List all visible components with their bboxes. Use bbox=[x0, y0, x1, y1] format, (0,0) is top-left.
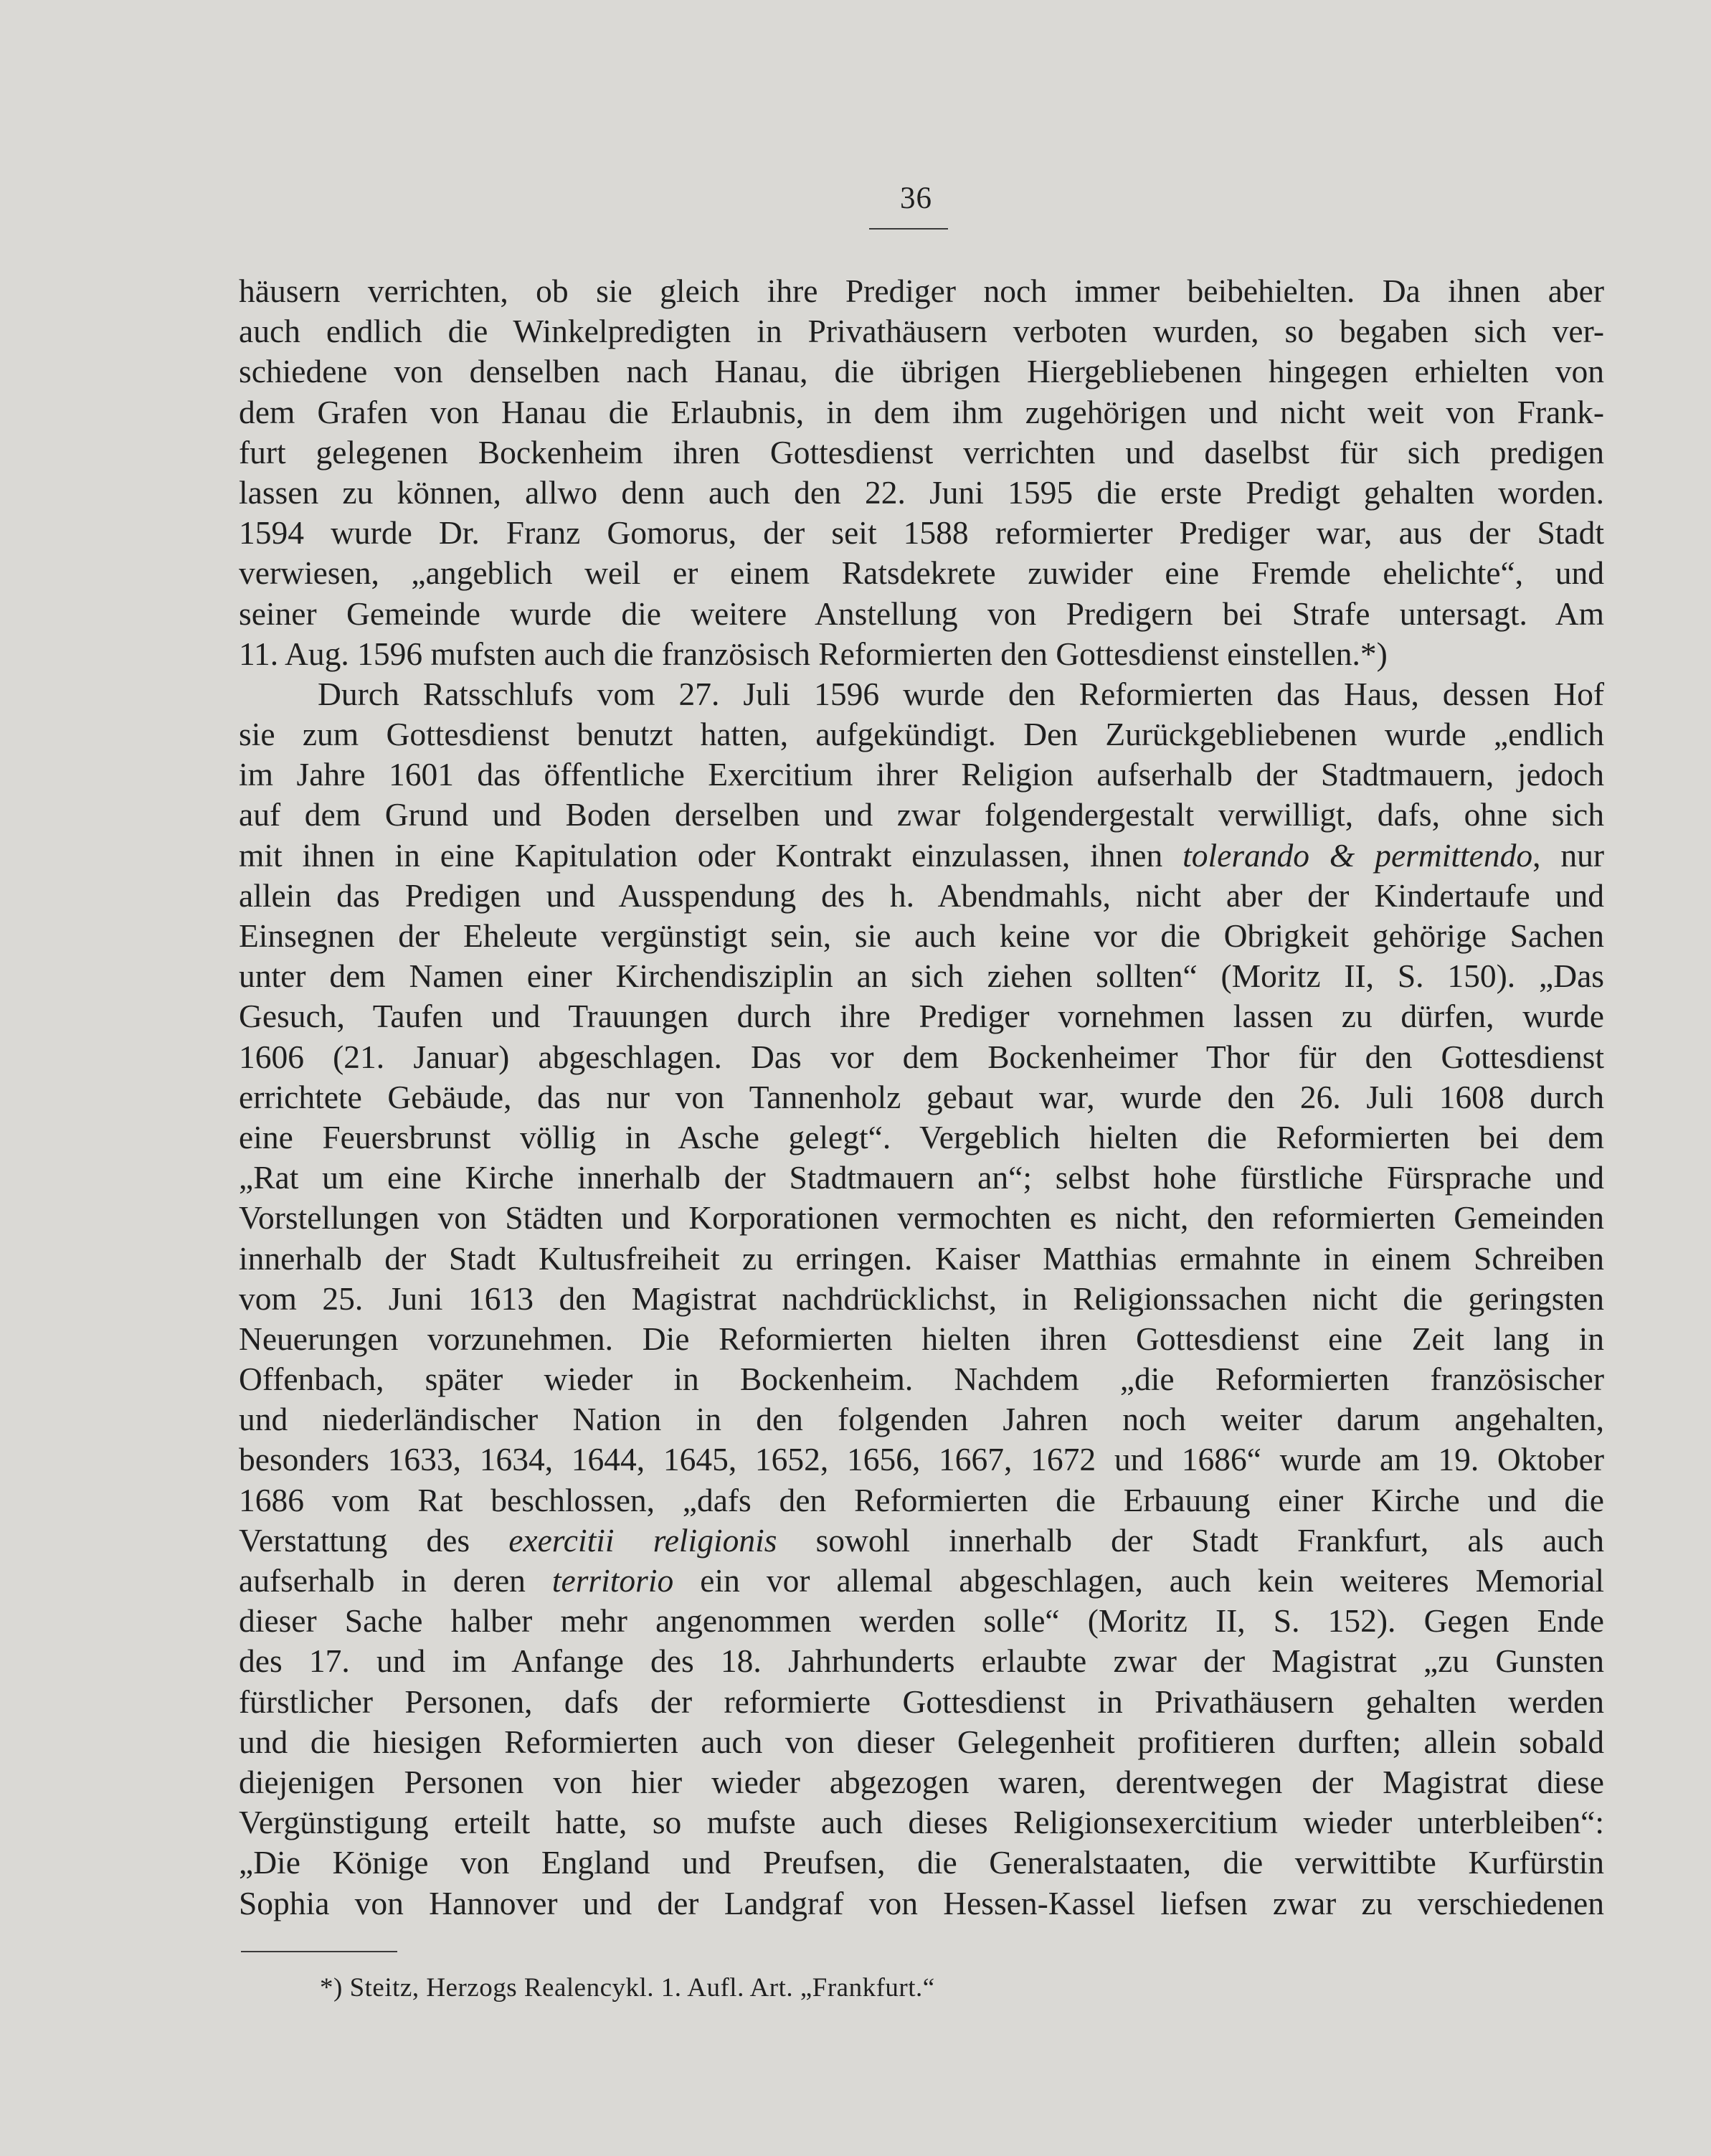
text-run: eine Feuersbrunst völlig in Asche gelegt“. Vergeblich hielten die Reformierten bei dem bbox=[239, 1118, 1604, 1155]
text-run: besonders 1633, 1634, 1644, 1645, 1652, 1656, 1667, 1672 und 1686“ wurde am 19. Oktober bbox=[239, 1441, 1604, 1478]
text-run: sie zum Gottesdienst benutzt hatten, aufgekündigt. Den Zurückgebliebenen wurde „endlich bbox=[239, 716, 1604, 753]
text-run: seiner Gemeinde wurde die weitere Anstellung von Predigern bei Strafe untersagt. Am bbox=[239, 595, 1604, 632]
text-line bbox=[239, 836, 1604, 876]
text-run: fürstlicher Personen, dafs der reformierte Gottesdienst in Privathäusern gehalten werden bbox=[239, 1683, 1604, 1720]
text-run: innerhalb der Stadt Kultusfreiheit zu erringen. Kaiser Matthias ermahnte in einem Schreiben bbox=[239, 1239, 1604, 1277]
text-run: Einsegnen der Eheleute vergünstigt sein, sie auch keine vor die Obrigkeit gehörige Sachen bbox=[239, 917, 1604, 954]
text-line bbox=[239, 1158, 1604, 1198]
text-line bbox=[239, 1198, 1604, 1238]
page-number: 36 bbox=[900, 181, 932, 215]
text-run: , nur bbox=[1532, 836, 1604, 874]
text-run: und die hiesigen Reformierten auch von dieser Gelegenheit profitieren durften; allein sobald bbox=[239, 1723, 1604, 1760]
italic-phrase: tolerando & permittendo bbox=[1182, 836, 1533, 874]
text-line bbox=[239, 594, 1604, 634]
text-run: „Die Könige von England und Preufsen, die Generalstaaten, die verwittibte Kurfürstin bbox=[239, 1844, 1604, 1881]
text-run: schiedene von denselben nach Hanau, die übrigen Hiergebliebenen hingegen erhielten von bbox=[239, 353, 1604, 390]
text-run: aufserhalb in deren bbox=[239, 1562, 552, 1599]
text-line bbox=[239, 311, 1604, 351]
text-line bbox=[239, 553, 1604, 593]
text-line bbox=[239, 1762, 1604, 1802]
text-line bbox=[239, 714, 1604, 755]
text-run: dieser Sache halber mehr angenommen werden solle“ (Moritz II, S. 152). Gegen Ende bbox=[239, 1602, 1604, 1640]
text-run: häusern verrichten, ob sie gleich ihre Prediger noch immer beibehielten. Da ihnen aber bbox=[239, 273, 1604, 309]
text-run: im Jahre 1601 das öffentliche Exercitium ihrer Religion aufserhalb der Stadtmauern, jedoch bbox=[239, 756, 1604, 793]
text-line bbox=[239, 1117, 1604, 1158]
text-line bbox=[239, 1883, 1604, 1924]
text-line bbox=[239, 956, 1604, 996]
text-line bbox=[239, 1439, 1604, 1480]
text-run: 11. Aug. 1596 mufsten auch die französisch Reformierten den Gottesdienst einstellen.*) bbox=[239, 635, 1388, 672]
text-run: allein das Predigen und Ausspendung des h. Abendmahls, nicht aber der Kindertaufe und bbox=[239, 876, 1604, 914]
text-run: und niederländischer Nation in den folgenden Jahren noch weiter darum angehalten, bbox=[239, 1401, 1604, 1438]
page-number-rule bbox=[869, 228, 948, 230]
text-line bbox=[239, 1077, 1604, 1117]
text-line bbox=[239, 1521, 1604, 1561]
text-line bbox=[239, 996, 1604, 1036]
text-run: auch endlich die Winkelpredigten in Privathäusern verboten wurden, so begaben sich ver- bbox=[239, 313, 1604, 350]
text-line bbox=[239, 513, 1604, 553]
text-line bbox=[239, 392, 1604, 432]
text-line bbox=[239, 1802, 1604, 1843]
text-run: verwiesen, „angeblich weil er einem Ratsdekrete zuwider eine Fremde ehelichte“, und bbox=[239, 554, 1604, 592]
text-line bbox=[239, 1480, 1604, 1521]
text-line bbox=[239, 634, 1604, 674]
text-line bbox=[239, 1239, 1604, 1279]
text-run: Vergünstigung erteilt hatte, so mufste auch dieses Religionsexercitium wieder unterbleiben“: bbox=[239, 1804, 1604, 1841]
text-line bbox=[239, 1279, 1604, 1319]
body-text bbox=[239, 271, 1604, 1924]
text-run: furt gelegenen Bockenheim ihren Gottesdienst verrichten und daselbst für sich predigen bbox=[239, 433, 1604, 471]
text-run: des 17. und im Anfange des 18. Jahrhunderts erlaubte zwar der Magistrat „zu Gunsten bbox=[239, 1642, 1604, 1680]
text-run: Gesuch, Taufen und Trauungen durch ihre Prediger vornehmen lassen zu dürfen, wurde bbox=[239, 998, 1604, 1035]
text-line bbox=[239, 1359, 1604, 1399]
text-run: unter dem Namen einer Kirchendisziplin an sich ziehen sollten“ (Moritz II, S. 150). „Das bbox=[239, 958, 1604, 995]
footnote-rule bbox=[241, 1951, 397, 1952]
text-run: „Rat um eine Kirche innerhalb der Stadtmauern an“; selbst hohe fürstliche Fürsprache und bbox=[239, 1159, 1604, 1196]
text-run: Neuerungen vorzunehmen. Die Reformierten hielten ihren Gottesdienst eine Zeit lang in bbox=[239, 1320, 1604, 1357]
text-line bbox=[239, 1682, 1604, 1722]
text-line bbox=[239, 473, 1604, 513]
text-line bbox=[239, 916, 1604, 956]
text-line bbox=[239, 755, 1604, 795]
text-run: dem Grafen von Hanau die Erlaubnis, in dem ihm zugehörigen und nicht weit von Frank- bbox=[239, 393, 1604, 430]
text-run: vom 25. Juni 1613 den Magistrat nachdrücklichst, in Religionssachen nicht die geringsten bbox=[239, 1280, 1604, 1317]
text-line bbox=[239, 1843, 1604, 1883]
text-line bbox=[239, 351, 1604, 392]
text-run: errichtete Gebäude, das nur von Tannenholz gebaut war, wurde den 26. Juli 1608 durch bbox=[239, 1078, 1604, 1115]
text-run: ein vor allemal abgeschlagen, auch kein weiteres Memorial bbox=[673, 1562, 1605, 1599]
text-run: lassen zu können, allwo denn auch den 22. Juni 1595 die erste Predigt gehalten worden. bbox=[239, 473, 1604, 511]
text-run: auf dem Grund und Boden derselben und zwar folgendergestalt verwilligt, dafs, ohne sich bbox=[239, 796, 1604, 833]
text-line bbox=[239, 432, 1604, 473]
text-line bbox=[239, 1561, 1604, 1601]
text-line bbox=[239, 1722, 1604, 1762]
text-run: sowohl innerhalb der Stadt Frankfurt, als auch bbox=[777, 1521, 1604, 1559]
text-run: 1686 vom Rat beschlossen, „dafs den Reformierten die Erbauung einer Kirche und die bbox=[239, 1481, 1604, 1518]
text-line bbox=[239, 271, 1604, 311]
italic-phrase: territorio bbox=[551, 1562, 674, 1599]
text-line bbox=[239, 1399, 1604, 1439]
text-run: Vorstellungen von Städten und Korporationen vermochten es nicht, den reformierten Gemeinden bbox=[239, 1199, 1604, 1237]
text-run: Sophia von Hannover und der Landgraf von Hessen-Kassel liefsen zwar zu verschiedenen bbox=[239, 1884, 1604, 1921]
text-line bbox=[239, 795, 1604, 835]
text-line bbox=[239, 1037, 1604, 1077]
text-run: Durch Ratsschlufs vom 27. Juli 1596 wurde den Reformierten das Haus, dessen Hof bbox=[318, 675, 1604, 712]
text-run: Offenbach, später wieder in Bockenheim. Nachdem „die Reformierten französischer bbox=[239, 1361, 1604, 1398]
footnote: *) Steitz, Herzogs Realencykl. 1. Aufl. Art. „Frankfurt.“ bbox=[320, 1973, 935, 2003]
text-run: diejenigen Personen von hier wieder abgezogen waren, derentwegen der Magistrat diese bbox=[239, 1763, 1604, 1800]
text-line bbox=[239, 876, 1604, 916]
text-run: mit ihnen in eine Kapitulation oder Kontrakt einzulassen, ihnen bbox=[239, 836, 1183, 874]
text-run: Verstattung des bbox=[239, 1521, 509, 1559]
text-line bbox=[239, 1641, 1604, 1681]
text-line bbox=[239, 1601, 1604, 1641]
text-run: 1594 wurde Dr. Franz Gomorus, der seit 1588 reformierter Prediger war, aus der Stadt bbox=[239, 514, 1604, 552]
text-line bbox=[239, 1319, 1604, 1359]
italic-phrase: exercitii religionis bbox=[508, 1521, 777, 1559]
text-line bbox=[239, 674, 1604, 714]
text-run: 1606 (21. Januar) abgeschlagen. Das vor dem Bockenheimer Thor für den Gottesdienst bbox=[239, 1038, 1604, 1075]
